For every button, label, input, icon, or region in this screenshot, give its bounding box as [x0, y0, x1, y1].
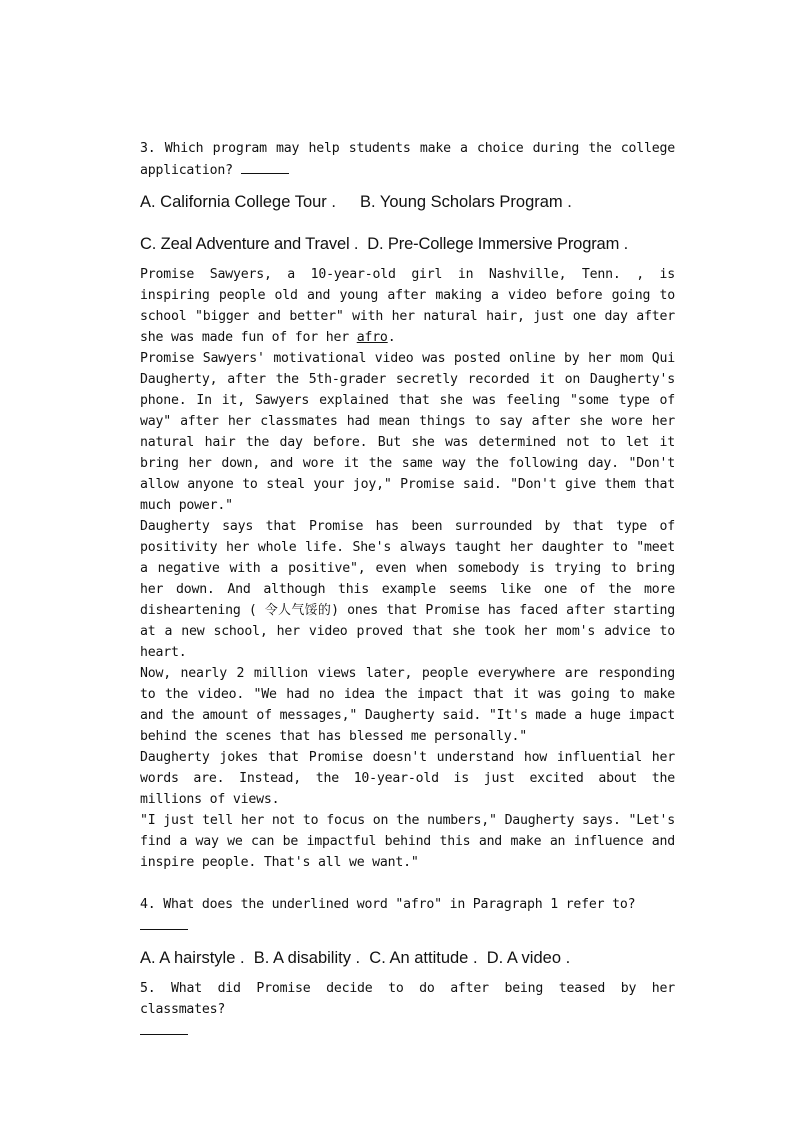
question-3 — [140, 138, 675, 181]
question-3-options-row-1 — [140, 191, 675, 213]
document-page — [140, 138, 675, 1042]
paragraph-1-end: . — [387, 330, 396, 345]
question-4-text: 4. What does the underlined word "afro" in Paragraph 1 refer to? — [140, 897, 636, 912]
question-5-text: 5. What did Promise decide to do after being teased by her classmates? — [140, 981, 675, 1017]
question-4-option-b: B. A disability . — [253, 949, 361, 967]
question-4 — [140, 894, 675, 937]
paragraph-3-end: ) ones that Promise has faced after starting at a new school, her video proved that she took her mom's advice to heart. — [140, 603, 675, 660]
question-5 — [140, 978, 675, 1042]
question-4-option-a: A. A hairstyle . — [140, 949, 245, 967]
question-3-option-c: C. Zeal Adventure and Travel . — [140, 235, 359, 253]
question-4-options — [140, 947, 675, 969]
underlined-word-afro: afro — [356, 330, 388, 345]
answer-blank — [140, 1020, 188, 1035]
passage-paragraph-5: Daugherty jokes that Promise doesn't understand how influential her words are. Instead, the 10-year-old is just excited about the millions of views. — [140, 750, 675, 807]
chinese-gloss: 令人气馁的 — [264, 603, 332, 618]
reading-passage — [140, 264, 675, 873]
question-3-option-a: A. California College Tour . — [140, 193, 336, 211]
answer-blank — [241, 159, 289, 174]
question-3-option-d: D. Pre-College Immersive Program . — [367, 235, 629, 253]
answer-blank — [140, 915, 188, 930]
passage-paragraph-6: "I just tell her not to focus on the numbers," Daugherty says. "Let's find a way we can be impactful behind this and make an influence and inspire people. That's all we want." — [140, 813, 675, 870]
paragraph-3-text: Daugherty says that Promise has been surrounded by that type of positivity her whole life. She's always taught her daughter to "meet a negative with a positive", even when somebody is trying to bring her down. And although this example seems like one of the more disheartening ( — [140, 519, 675, 618]
passage-paragraph-1 — [140, 264, 675, 348]
paragraph-1-text: Promise Sawyers, a 10-year-old girl in Nashville, Tenn. , is inspiring people old and young after making a video before going to school "bigger and better" with her natural hair, just one day after she was made fun of for her — [140, 267, 675, 345]
passage-paragraph-2: Promise Sawyers' motivational video was posted online by her mom Qui Daugherty, after the 5th-grader secretly recorded it on Daugherty's phone. In it, Sawyers explained that she was feeling "some type of way" after her classmates had mean things to say after she wore her natural hair the day before. But she was determined not to let it bring her down, and wore it the same way the following day. "Don't allow anyone to steal your joy," Promise said. "Don't give them that much power." — [140, 351, 675, 513]
question-3-options-row-2 — [140, 233, 675, 255]
question-3-text: 3. Which program may help students make a choice during the college application? — [140, 141, 675, 178]
question-4-option-c: C. An attitude . — [369, 949, 478, 967]
passage-paragraph-3 — [140, 516, 675, 663]
passage-paragraph-4: Now, nearly 2 million views later, people everywhere are responding to the video. "We had no idea the impact that it was going to make and the amount of messages," Daugherty said. "It's made a huge impact behind the scenes that has blessed me personally." — [140, 666, 675, 744]
question-3-option-b: B. Young Scholars Program . — [359, 193, 572, 211]
question-4-option-d: D. A video . — [486, 949, 571, 967]
